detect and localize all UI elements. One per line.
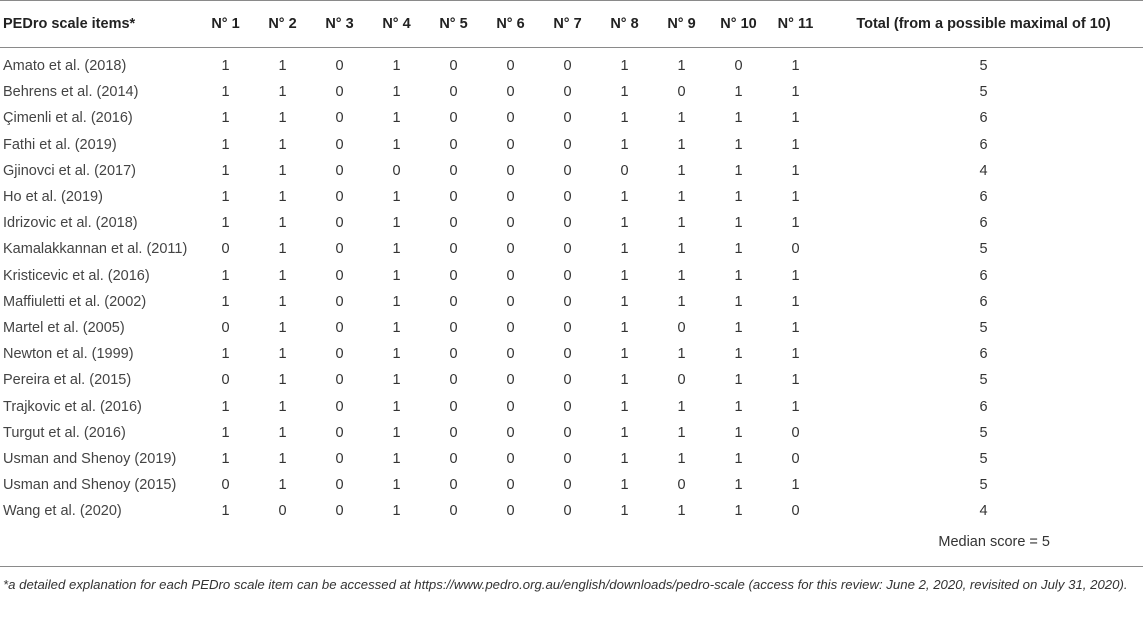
score-cell-item-10: 1 [734,293,743,310]
score-cell-item-4: 1 [392,477,401,494]
score-cell-item-8: 1 [620,450,629,467]
score-cell-item-2: 1 [278,110,287,127]
score-cell-item-2: 1 [278,398,287,415]
score-cell-item-10: 1 [734,84,743,101]
score-cell-item-1: 1 [221,110,230,127]
table-row [0,341,1143,367]
score-cell-item-11: 1 [791,215,800,232]
score-cell-item-1: 1 [221,162,230,179]
table-row [0,393,1143,419]
score-cell-item-3: 0 [335,398,344,415]
score-cell-item-11: 0 [791,241,800,258]
table-row [0,158,1143,184]
score-cell-item-5: 0 [449,241,458,258]
score-cell-item-5: 0 [449,215,458,232]
score-cell-item-2: 1 [278,162,287,179]
study-name-cell: Martel et al. (2005) [3,319,125,336]
score-cell-item-4: 1 [392,84,401,101]
score-cell-item-6: 0 [506,293,515,310]
score-cell-item-7: 0 [563,58,572,75]
score-cell-item-2: 0 [278,503,287,520]
score-cell-item-8: 1 [620,477,629,494]
score-cell-item-7: 0 [563,503,572,520]
study-name-cell: Newton et al. (1999) [3,346,134,363]
score-cell-item-6: 0 [506,58,515,75]
score-cell-item-5: 0 [449,136,458,153]
score-cell-item-8: 1 [620,84,629,101]
score-cell-item-2: 1 [278,346,287,363]
column-header-item-5: N° 5 [425,1,482,48]
score-cell-item-7: 0 [563,189,572,206]
footnote: *a detailed explanation for each PEDro scale item can be accessed at https://www.pedro.org.au/english/downloads/pedro-scale (access for this review: June 2, 2020, revisited on July 31, 2020). [3,577,1128,593]
score-cell-item-11: 1 [791,189,800,206]
study-name-cell: Pereira et al. (2015) [3,372,132,389]
total-score-cell: 5 [979,477,988,494]
score-cell-item-9: 1 [677,503,686,520]
score-cell-item-3: 0 [335,372,344,389]
score-cell-item-7: 0 [563,319,572,336]
total-score-cell: 6 [979,398,988,415]
score-cell-item-2: 1 [278,293,287,310]
score-cell-item-8: 1 [620,58,629,75]
score-cell-item-5: 0 [449,450,458,467]
score-cell-item-8: 1 [620,398,629,415]
score-cell-item-1: 1 [221,84,230,101]
study-name-cell: Usman and Shenoy (2015) [3,477,177,494]
score-cell-item-5: 0 [449,346,458,363]
score-cell-item-3: 0 [335,241,344,258]
score-cell-item-3: 0 [335,293,344,310]
column-header-total: Total (from a possible maximal of 10) [824,1,1143,48]
score-cell-item-1: 1 [221,398,230,415]
score-cell-item-3: 0 [335,162,344,179]
total-score-cell: 6 [979,215,988,232]
score-cell-item-1: 1 [221,215,230,232]
score-cell-item-2: 1 [278,241,287,258]
score-cell-item-3: 0 [335,477,344,494]
score-cell-item-5: 0 [449,110,458,127]
score-cell-item-7: 0 [563,450,572,467]
median-row [0,524,1143,567]
score-cell-item-8: 1 [620,136,629,153]
score-cell-item-7: 0 [563,84,572,101]
score-cell-item-10: 1 [734,241,743,258]
score-cell-item-9: 1 [677,110,686,127]
study-name-cell: Maffiuletti et al. (2002) [3,293,147,310]
score-cell-item-3: 0 [335,58,344,75]
score-cell-item-2: 1 [278,372,287,389]
score-cell-item-9: 1 [677,424,686,441]
score-cell-item-10: 1 [734,319,743,336]
score-cell-item-9: 0 [677,372,686,389]
score-cell-item-8: 1 [620,267,629,284]
score-cell-item-9: 1 [677,215,686,232]
score-cell-item-8: 1 [620,424,629,441]
column-header-item-6: N° 6 [482,1,539,48]
table-row [0,184,1143,210]
score-cell-item-3: 0 [335,503,344,520]
study-name-cell: Kamalakkannan et al. (2011) [3,241,188,258]
score-cell-item-11: 1 [791,372,800,389]
score-cell-item-3: 0 [335,424,344,441]
score-cell-item-7: 0 [563,372,572,389]
score-cell-item-10: 1 [734,424,743,441]
total-score-cell: 6 [979,267,988,284]
score-cell-item-6: 0 [506,503,515,520]
score-cell-item-6: 0 [506,84,515,101]
score-cell-item-4: 1 [392,372,401,389]
score-cell-item-9: 0 [677,477,686,494]
score-cell-item-4: 0 [392,162,401,179]
score-cell-item-8: 1 [620,189,629,206]
score-cell-item-2: 1 [278,136,287,153]
score-cell-item-6: 0 [506,110,515,127]
score-cell-item-4: 1 [392,136,401,153]
table-row [0,105,1143,131]
score-cell-item-8: 1 [620,503,629,520]
total-score-cell: 5 [979,372,988,389]
score-cell-item-4: 1 [392,110,401,127]
score-cell-item-4: 1 [392,398,401,415]
score-cell-item-9: 1 [677,241,686,258]
score-cell-item-10: 1 [734,450,743,467]
score-cell-item-2: 1 [278,84,287,101]
score-cell-item-8: 1 [620,110,629,127]
score-cell-item-2: 1 [278,450,287,467]
score-cell-item-11: 0 [791,503,800,520]
study-name-cell: Wang et al. (2020) [3,503,122,520]
column-header-item-7: N° 7 [539,1,596,48]
score-cell-item-1: 1 [221,450,230,467]
score-cell-item-4: 1 [392,241,401,258]
score-cell-item-6: 0 [506,162,515,179]
score-cell-item-3: 0 [335,346,344,363]
score-cell-item-10: 1 [734,136,743,153]
table-row [0,79,1143,105]
score-cell-item-9: 1 [677,450,686,467]
score-cell-item-5: 0 [449,398,458,415]
score-cell-item-4: 1 [392,503,401,520]
score-cell-item-9: 1 [677,58,686,75]
score-cell-item-9: 1 [677,162,686,179]
score-cell-item-1: 0 [221,241,230,258]
score-cell-item-4: 1 [392,267,401,284]
score-cell-item-10: 1 [734,162,743,179]
score-cell-item-8: 1 [620,372,629,389]
study-name-cell: Gjinovci et al. (2017) [3,162,136,179]
score-cell-item-10: 1 [734,372,743,389]
score-cell-item-5: 0 [449,58,458,75]
score-cell-item-9: 1 [677,136,686,153]
table-row [0,446,1143,472]
score-cell-item-9: 0 [677,84,686,101]
score-cell-item-4: 1 [392,58,401,75]
table-body [0,48,1143,525]
score-cell-item-10: 0 [734,58,743,75]
score-cell-item-10: 1 [734,215,743,232]
header-row [0,1,1143,48]
total-score-cell: 6 [979,110,988,127]
score-cell-item-9: 1 [677,189,686,206]
column-header-item-9: N° 9 [653,1,710,48]
score-cell-item-11: 0 [791,424,800,441]
score-cell-item-1: 0 [221,477,230,494]
score-cell-item-4: 1 [392,424,401,441]
column-header-item-10: N° 10 [710,1,767,48]
score-cell-item-10: 1 [734,503,743,520]
score-cell-item-11: 1 [791,110,800,127]
score-cell-item-11: 1 [791,293,800,310]
study-name-cell: Çimenli et al. (2016) [3,110,133,127]
score-cell-item-7: 0 [563,136,572,153]
score-cell-item-4: 1 [392,346,401,363]
score-cell-item-1: 1 [221,58,230,75]
score-cell-item-7: 0 [563,477,572,494]
total-score-cell: 6 [979,293,988,310]
study-name-cell: Ho et al. (2019) [3,189,103,206]
score-cell-item-10: 1 [734,267,743,284]
score-cell-item-3: 0 [335,267,344,284]
score-cell-item-5: 0 [449,162,458,179]
total-score-cell: 6 [979,346,988,363]
score-cell-item-3: 0 [335,189,344,206]
score-cell-item-9: 1 [677,346,686,363]
table-row [0,236,1143,262]
score-cell-item-7: 0 [563,293,572,310]
score-cell-item-1: 1 [221,267,230,284]
score-cell-item-1: 0 [221,319,230,336]
score-cell-item-3: 0 [335,136,344,153]
table-row [0,263,1143,289]
score-cell-item-5: 0 [449,267,458,284]
score-cell-item-11: 1 [791,58,800,75]
score-cell-item-5: 0 [449,477,458,494]
column-header-item-1: N° 1 [197,1,254,48]
table-row [0,420,1143,446]
table-row [0,367,1143,393]
score-cell-item-2: 1 [278,215,287,232]
score-cell-item-7: 0 [563,398,572,415]
score-cell-item-2: 1 [278,189,287,206]
score-cell-item-8: 1 [620,293,629,310]
score-cell-item-9: 1 [677,267,686,284]
score-cell-item-2: 1 [278,319,287,336]
score-cell-item-7: 0 [563,424,572,441]
score-cell-item-11: 0 [791,450,800,467]
score-cell-item-11: 1 [791,477,800,494]
score-cell-item-1: 1 [221,293,230,310]
study-name-cell: Amato et al. (2018) [3,58,127,75]
score-cell-item-6: 0 [506,346,515,363]
score-cell-item-7: 0 [563,162,572,179]
score-cell-item-3: 0 [335,319,344,336]
score-cell-item-1: 1 [221,189,230,206]
score-cell-item-11: 1 [791,136,800,153]
study-name-cell: Behrens et al. (2014) [3,84,139,101]
score-cell-item-6: 0 [506,424,515,441]
total-score-cell: 5 [979,241,988,258]
score-cell-item-11: 1 [791,319,800,336]
score-cell-item-4: 1 [392,450,401,467]
score-cell-item-6: 0 [506,477,515,494]
score-cell-item-4: 1 [392,293,401,310]
score-cell-item-6: 0 [506,450,515,467]
column-header-item-8: N° 8 [596,1,653,48]
score-cell-item-2: 1 [278,267,287,284]
score-cell-item-9: 0 [677,319,686,336]
score-cell-item-4: 1 [392,189,401,206]
score-cell-item-1: 1 [221,503,230,520]
score-cell-item-3: 0 [335,84,344,101]
score-cell-item-1: 1 [221,346,230,363]
score-cell-item-8: 0 [620,162,629,179]
study-name-cell: Trajkovic et al. (2016) [3,398,142,415]
total-score-cell: 4 [979,503,988,520]
table-row [0,289,1143,315]
table-row [0,472,1143,498]
total-score-cell: 4 [979,162,988,179]
column-header-study: PEDro scale items* [0,1,197,48]
score-cell-item-8: 1 [620,346,629,363]
score-cell-item-4: 1 [392,319,401,336]
score-cell-item-1: 1 [221,136,230,153]
table-row [0,210,1143,236]
score-cell-item-6: 0 [506,215,515,232]
score-cell-item-6: 0 [506,267,515,284]
score-cell-item-10: 1 [734,477,743,494]
score-cell-item-4: 1 [392,215,401,232]
score-cell-item-5: 0 [449,424,458,441]
column-header-item-4: N° 4 [368,1,425,48]
score-cell-item-10: 1 [734,110,743,127]
score-cell-item-5: 0 [449,372,458,389]
score-cell-item-10: 1 [734,398,743,415]
table-row [0,315,1143,341]
column-header-item-11: N° 11 [767,1,824,48]
total-score-cell: 5 [979,84,988,101]
score-cell-item-10: 1 [734,189,743,206]
table-row [0,498,1143,524]
column-header-item-3: N° 3 [311,1,368,48]
score-cell-item-7: 0 [563,346,572,363]
score-cell-item-7: 0 [563,215,572,232]
total-score-cell: 6 [979,136,988,153]
table-row [0,48,1143,80]
study-name-cell: Kristicevic et al. (2016) [3,267,150,284]
score-cell-item-6: 0 [506,136,515,153]
study-name-cell: Fathi et al. (2019) [3,136,117,153]
score-cell-item-6: 0 [506,241,515,258]
score-cell-item-10: 1 [734,346,743,363]
score-cell-item-7: 0 [563,110,572,127]
score-cell-item-2: 1 [278,477,287,494]
score-cell-item-5: 0 [449,189,458,206]
score-cell-item-5: 0 [449,84,458,101]
score-cell-item-11: 1 [791,398,800,415]
score-cell-item-6: 0 [506,319,515,336]
score-cell-item-6: 0 [506,398,515,415]
total-score-cell: 5 [979,319,988,336]
score-cell-item-7: 0 [563,267,572,284]
score-cell-item-5: 0 [449,503,458,520]
score-cell-item-11: 1 [791,346,800,363]
score-cell-item-3: 0 [335,450,344,467]
median-score: Median score = 5 [938,534,1050,551]
score-cell-item-5: 0 [449,319,458,336]
column-header-item-2: N° 2 [254,1,311,48]
study-name-cell: Usman and Shenoy (2019) [3,450,177,467]
study-name-cell: Idrizovic et al. (2018) [3,215,138,232]
total-score-cell: 5 [979,58,988,75]
score-cell-item-2: 1 [278,58,287,75]
total-score-cell: 5 [979,424,988,441]
score-cell-item-1: 0 [221,372,230,389]
score-cell-item-11: 1 [791,162,800,179]
score-cell-item-3: 0 [335,110,344,127]
score-cell-item-11: 1 [791,84,800,101]
score-cell-item-5: 0 [449,293,458,310]
table-row [0,132,1143,158]
study-name-cell: Turgut et al. (2016) [3,424,126,441]
score-cell-item-2: 1 [278,424,287,441]
score-cell-item-8: 1 [620,319,629,336]
score-cell-item-1: 1 [221,424,230,441]
score-cell-item-11: 1 [791,267,800,284]
total-score-cell: 6 [979,189,988,206]
score-cell-item-6: 0 [506,189,515,206]
score-cell-item-9: 1 [677,293,686,310]
score-cell-item-7: 0 [563,241,572,258]
total-score-cell: 5 [979,450,988,467]
score-cell-item-8: 1 [620,215,629,232]
score-cell-item-6: 0 [506,372,515,389]
score-cell-item-3: 0 [335,215,344,232]
score-cell-item-9: 1 [677,398,686,415]
score-cell-item-8: 1 [620,241,629,258]
